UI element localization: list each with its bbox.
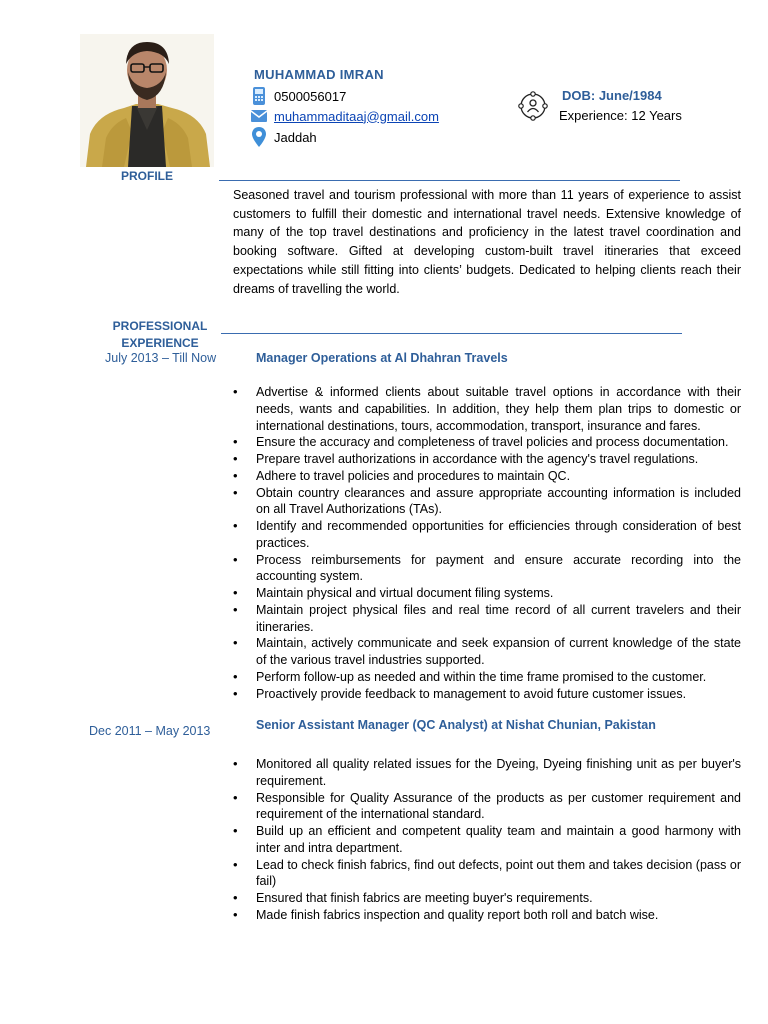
duty-item: • Identify and recommended opportunities for efficiencies through consideration of best practices. xyxy=(256,518,741,552)
job-2-duties xyxy=(256,756,741,924)
job-1-date: July 2013 – Till Now xyxy=(105,351,217,365)
email-row xyxy=(249,106,439,126)
date-of-birth: DOB: June/1984 xyxy=(562,88,662,103)
experience-heading-line2: EXPERIENCE xyxy=(121,336,199,350)
experience-heading xyxy=(110,318,210,352)
location-row xyxy=(249,127,317,147)
years-experience: Experience: 12 Years xyxy=(559,108,682,123)
profile-summary: Seasoned travel and tourism professional with more than 11 years of experience to assist customers to fulfill their domestic and international travel needs. Extensive knowledge of many of the top travel destinations and proficiency in the latest travel coordination and booking software. Gifted at developing custom-built travel itineraries that exceed expectations while still fitting into clients’ budgets. Dedicated to helping clients reach their dreams of travelling the world. xyxy=(233,188,741,296)
email-link[interactable]: muhammaditaaj@gmail.com xyxy=(274,108,439,124)
experience-heading-line1: PROFESSIONAL xyxy=(112,319,208,333)
duty-item: • Ensure the accuracy and completeness of travel policies and process documentation. xyxy=(256,434,741,451)
location-pin-icon xyxy=(249,127,269,147)
duty-item: • Monitored all quality related issues for the Dyeing, Dyeing finishing unit as per buyer's requirement. xyxy=(256,756,741,790)
duty-item: • Responsible for Quality Assurance of the products as per customer requirement and requirement of the international standard. xyxy=(256,790,741,824)
phone-row xyxy=(249,86,346,106)
phone-icon xyxy=(249,86,269,106)
duty-item: • Obtain country clearances and assure appropriate accounting information is included on all Travel Authorizations (TAs). xyxy=(256,485,741,519)
mail-icon xyxy=(249,106,269,126)
job-1-title: Manager Operations at Al Dhahran Travels xyxy=(256,351,508,365)
profile-divider xyxy=(219,180,680,181)
duty-item: • Maintain physical and virtual document filing systems. xyxy=(256,585,741,602)
profile-network-icon xyxy=(517,90,549,127)
duty-item: • Ensured that finish fabrics are meeting buyer's requirements. xyxy=(256,890,741,907)
job-1-duties xyxy=(256,384,741,702)
duty-item: • Maintain project physical files and real time record of all current travelers and their itineraries. xyxy=(256,602,741,636)
duty-item: • Build up an efficient and competent quality team and maintain a good harmony with inter and intra department. xyxy=(256,823,741,857)
job-2-title: Senior Assistant Manager (QC Analyst) at Nishat Chunian, Pakistan xyxy=(256,718,656,732)
duty-item: • Advertise & informed clients about suitable travel options in accordance with their needs, wants and capabilities. In addition, they help them plan trips to domestic or international destinations, tours, accommodation, transport, insurance and fares. xyxy=(256,384,741,434)
phone-number: 0500056017 xyxy=(274,88,347,104)
profile-photo xyxy=(80,34,214,167)
duty-item: • Prepare travel authorizations in accordance with the agency's travel regulations. xyxy=(256,451,741,468)
duty-item: • Maintain, actively communicate and seek expansion of current knowledge of the state of the various travel industries supported. xyxy=(256,635,741,669)
duty-item: • Proactively provide feedback to management to avoid future customer issues. xyxy=(256,686,741,703)
duty-item: • Made finish fabrics inspection and quality report both roll and batch wise. xyxy=(256,907,741,924)
profile-heading: PROFILE xyxy=(120,169,173,183)
duty-item: • Process reimbursements for payment and ensure accurate recording into the accounting system. xyxy=(256,552,741,586)
duty-item: • Lead to check finish fabrics, find out defects, point out them and takes decision (pass or fail) xyxy=(256,857,741,891)
experience-divider xyxy=(221,333,682,334)
duty-item: • Perform follow-up as needed and within the time frame promised to the customer. xyxy=(256,669,741,686)
person-portrait-image xyxy=(80,34,214,167)
job-2-date: Dec 2011 – May 2013 xyxy=(89,724,211,738)
candidate-name: MUHAMMAD IMRAN xyxy=(254,67,384,82)
location-text: Jaddah xyxy=(274,129,317,145)
duty-item: • Adhere to travel policies and procedures to maintain QC. xyxy=(256,468,741,485)
